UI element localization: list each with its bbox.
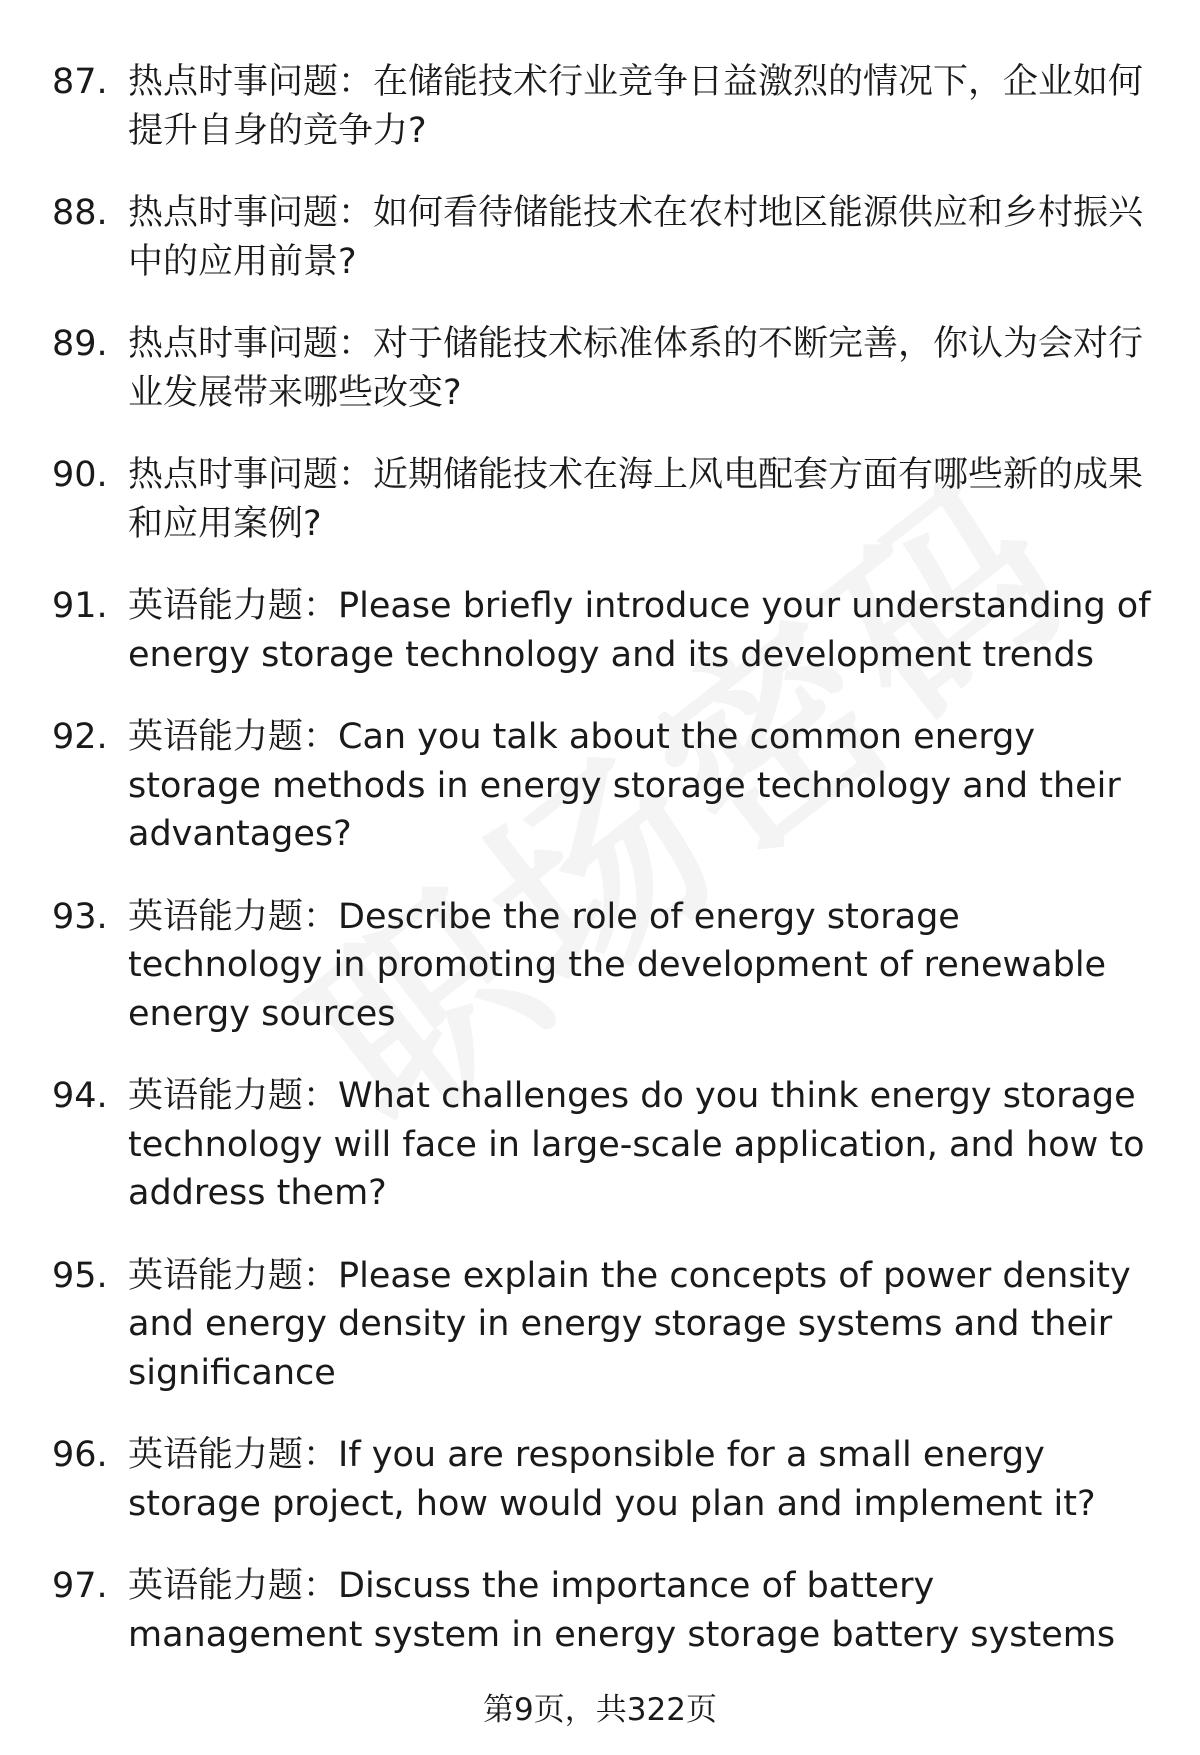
question-item <box>0 189 1200 286</box>
question-item <box>0 893 1200 1039</box>
question-item <box>0 451 1200 548</box>
question-item <box>0 1431 1200 1528</box>
question-item <box>0 1562 1200 1659</box>
question-item <box>0 1252 1200 1398</box>
question-item <box>0 320 1200 417</box>
question-number: 89. <box>52 324 108 364</box>
question-number: 93. <box>52 896 108 937</box>
question-number: 94. <box>52 1076 108 1116</box>
question-item <box>0 582 1200 679</box>
question-text: 英语能力题：Discuss the importance of battery management system in energy storage battery systems <box>128 1566 1116 1655</box>
question-item <box>0 58 1200 155</box>
page-footer: 第9页，共322页 <box>483 1692 717 1728</box>
question-text: 英语能力题：If you are responsible for a small energy storage project, how would you plan and implement it? <box>128 1435 1096 1524</box>
question-text: 英语能力题：Please briefly introduce your understanding of energy storage technology and its development trends <box>128 586 1151 675</box>
question-number: 88. <box>52 193 108 233</box>
question-list <box>0 58 1200 1693</box>
question-text: 热点时事问题：近期储能技术在海上风电配套方面有哪些新的成果和应用案例? <box>128 455 1144 544</box>
question-item <box>0 713 1200 859</box>
question-number: 90. <box>52 455 108 495</box>
question-text: 英语能力题：What challenges do you think energy storage technology will face in large-scale application, and how to address them? <box>128 1076 1145 1213</box>
question-text: 热点时事问题：对于储能技术标准体系的不断完善，你认为会对行业发展带来哪些改变? <box>128 324 1144 413</box>
question-number: 95. <box>52 1255 108 1296</box>
question-number: 96. <box>52 1435 108 1475</box>
question-text: 热点时事问题：如何看待储能技术在农村地区能源供应和乡村振兴中的应用前景? <box>128 193 1144 282</box>
question-text: 热点时事问题：在储能技术行业竞争日益激烈的情况下，企业如何提升自身的竞争力? <box>128 62 1144 151</box>
question-text: 英语能力题：Describe the role of energy storage technology in promoting the development of renewable energy sources <box>128 896 1107 1034</box>
question-number: 87. <box>52 62 108 102</box>
question-item <box>0 1072 1200 1218</box>
question-number: 92. <box>52 717 108 757</box>
question-number: 91. <box>52 586 108 626</box>
question-number: 97. <box>52 1566 108 1606</box>
question-text: 英语能力题：Can you talk about the common energy storage methods in energy storage technology and their advantages? <box>128 717 1121 854</box>
question-text: 英语能力题：Please explain the concepts of power density and energy density in energy storage systems and their significance <box>128 1255 1131 1393</box>
